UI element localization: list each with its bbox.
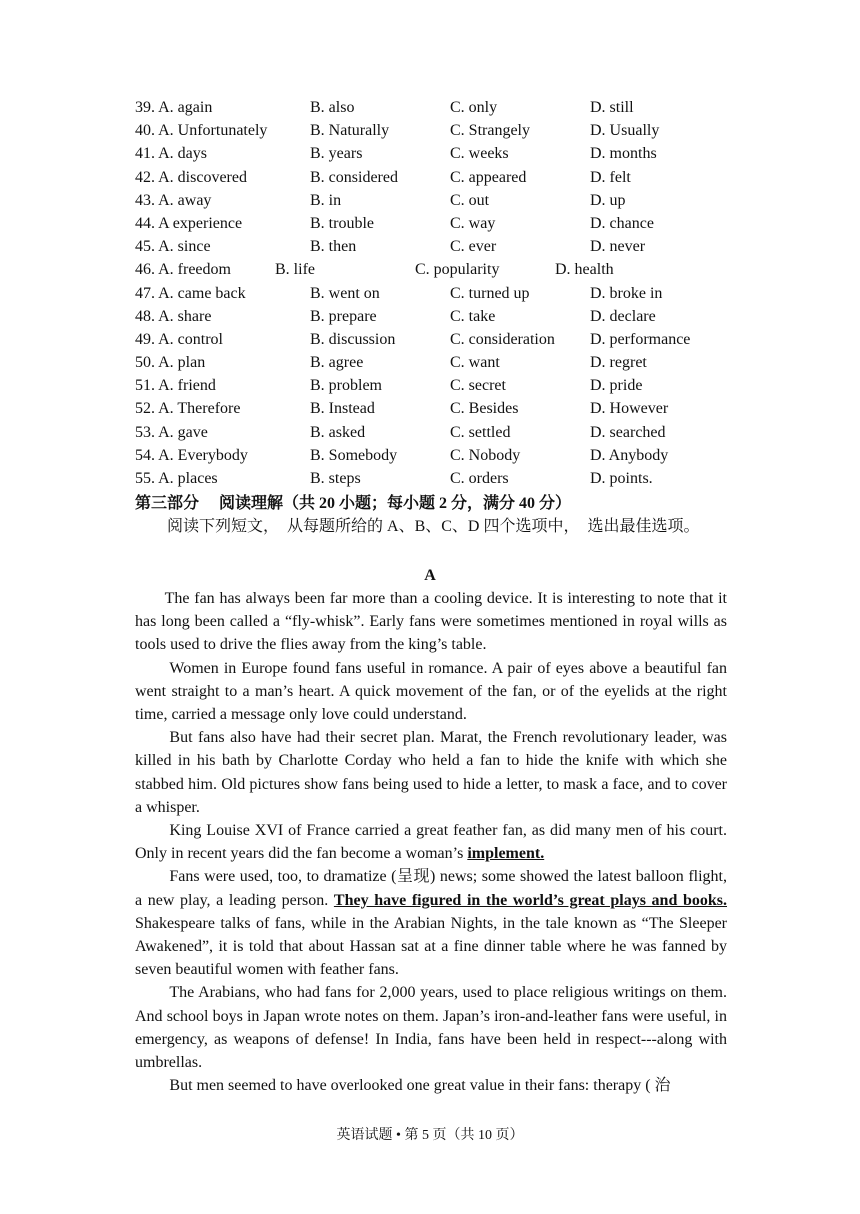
option-d: D. Usually — [590, 122, 660, 140]
option-a: 46. A. freedom — [135, 261, 231, 279]
option-a: 40. A. Unfortunately — [135, 122, 268, 140]
option-row — [135, 142, 735, 165]
option-a: 41. A. days — [135, 145, 207, 163]
option-c: C. weeks — [450, 145, 509, 163]
paragraph-4 — [135, 819, 727, 865]
option-c: C. popularity — [415, 261, 500, 279]
paragraph-5-rest: Shakespeare talks of fans, while in the Arabian Nights, in the tale known as “The Sleeper Awakened”, it is told that about Hassan sat at a fine dinner table where he was fanned by seven beautiful women with feather fans. — [135, 914, 727, 979]
option-a: 54. A. Everybody — [135, 446, 248, 464]
option-a: 48. A. share — [135, 307, 212, 325]
option-c: C. want — [450, 354, 500, 372]
option-c: C. turned up — [450, 284, 530, 302]
option-row — [135, 189, 735, 212]
option-d: D. Anybody — [590, 446, 669, 464]
option-b: B. Instead — [310, 400, 375, 418]
option-b: B. discussion — [310, 330, 396, 348]
option-d: D. points. — [590, 470, 653, 487]
option-row — [135, 258, 735, 281]
instruction-part-c: 选出最佳选项。 — [587, 518, 700, 535]
option-a: 55. A. places — [135, 470, 218, 487]
option-d: D. months — [590, 145, 657, 163]
option-c: C. Strangely — [450, 122, 530, 140]
option-b: B. steps — [310, 470, 361, 487]
option-row — [135, 282, 735, 305]
option-row — [135, 119, 735, 142]
paragraph-6: The Arabians, who had fans for 2,000 years, used to place religious writings on them. And school boys in Japan wrote notes on them. Japan’s iron-and-leather fans were useful, in emergency, as weapons of defense! In India, fans have been held in respect---along with umbrellas. — [135, 984, 727, 1072]
underlined-sentence: They have figured in the world’s great plays and books. — [333, 891, 728, 909]
option-a: 49. A. control — [135, 330, 223, 348]
paragraph-5-text: Fans were used, too, to dramatize (呈现) news; some showed the latest balloon flight, a new play, a leading person. — [135, 868, 727, 909]
paragraph-2: Women in Europe found fans useful in romance. A pair of eyes above a beautiful fan went straight to a man’s heart. A quick movement of the fan, or of the eyelids at the right time, carried a message only love could understand. — [135, 659, 727, 724]
section-title: 阅读理解（共 20 小题；每小题 2 分，满分 40 分） — [219, 495, 572, 512]
option-b: B. then — [310, 238, 357, 256]
option-d: D. chance — [590, 214, 654, 232]
option-d: D. health — [555, 261, 614, 279]
option-d: D. performance — [590, 330, 691, 348]
option-d: D. declare — [590, 307, 656, 325]
option-a: 45. A. since — [135, 238, 211, 256]
option-row — [135, 444, 735, 467]
option-c: C. settled — [450, 423, 511, 441]
option-c: C. orders — [450, 470, 509, 487]
section-heading — [135, 492, 735, 516]
option-d: D. However — [590, 400, 669, 418]
option-c: C. Nobody — [450, 446, 521, 464]
option-row — [135, 397, 735, 420]
option-a: 43. A. away — [135, 191, 212, 209]
option-b: B. life — [275, 261, 315, 279]
option-d: D. still — [590, 99, 634, 116]
option-b: B. asked — [310, 423, 366, 441]
section-instruction — [135, 515, 727, 539]
option-d: D. regret — [590, 354, 647, 372]
option-b: B. trouble — [310, 214, 374, 232]
option-d: D. never — [590, 238, 646, 256]
option-b: B. also — [310, 99, 355, 116]
option-d: D. broke in — [590, 284, 663, 302]
option-b: B. problem — [310, 377, 382, 395]
page-footer: 英语试题 • 第 5 页（共 10 页） — [336, 1128, 524, 1143]
option-a: 47. A. came back — [135, 284, 246, 302]
option-row — [135, 212, 735, 235]
option-a: 50. A. plan — [135, 354, 206, 372]
option-b: B. Somebody — [310, 446, 398, 464]
option-row — [135, 96, 735, 119]
option-row — [135, 374, 735, 397]
option-c: C. out — [450, 191, 490, 209]
answer-options — [135, 96, 735, 490]
instruction-part-b: 从每题所给的 A、B、C、D 四个选项中， — [287, 518, 580, 535]
option-c: C. only — [450, 99, 498, 116]
option-row — [135, 421, 735, 444]
paragraph-5 — [135, 865, 727, 981]
option-c: C. take — [450, 307, 496, 325]
section-part: 第三部分 — [135, 495, 200, 512]
option-b: B. Naturally — [310, 122, 390, 140]
option-c: C. Besides — [450, 400, 519, 418]
option-a: 52. A. Therefore — [135, 400, 241, 418]
option-row — [135, 166, 735, 189]
paragraph-7: But men seemed to have overlooked one great value in their fans: therapy ( 治 — [169, 1077, 671, 1095]
option-d: D. pride — [590, 377, 643, 395]
option-c: C. appeared — [450, 168, 527, 186]
option-d: D. up — [590, 191, 626, 209]
option-b: B. considered — [310, 168, 398, 186]
option-b: B. years — [310, 145, 363, 163]
option-row — [135, 328, 735, 351]
option-d: D. searched — [590, 423, 666, 441]
option-row — [135, 235, 735, 258]
paragraph-3: But fans also have had their secret plan. Marat, the French revolutionary leader, was killed in his bath by Charlotte Corday who held a fan to hide the knife with which she stabbed him. Old pictures show fans being used to hide a letter, to mask a face, and to cover a whisper. — [135, 729, 727, 816]
option-b: B. prepare — [310, 307, 377, 325]
option-a: 51. A. friend — [135, 377, 216, 395]
option-d: D. felt — [590, 168, 631, 186]
option-a: 39. A. again — [135, 99, 213, 116]
passage-body — [135, 587, 727, 1097]
option-c: C. secret — [450, 377, 506, 395]
option-c: C. ever — [450, 238, 497, 256]
option-a: 44. A experience — [135, 214, 243, 232]
paragraph-4-text: King Louise XVI of France carried a great feather fan, as did many men of his court. Only in recent years did the fan become a woman’s — [135, 822, 727, 863]
option-row — [135, 305, 735, 328]
passage-title: A — [424, 567, 436, 584]
underlined-word: implement. — [467, 845, 545, 863]
option-b: B. agree — [310, 354, 364, 372]
option-b: B. went on — [310, 284, 380, 302]
instruction-part-a: 阅读下列短文， — [167, 518, 280, 535]
option-a: 42. A. discovered — [135, 168, 247, 186]
option-row — [135, 467, 735, 490]
option-c: C. way — [450, 214, 496, 232]
option-a: 53. A. gave — [135, 423, 208, 441]
option-row — [135, 351, 735, 374]
option-c: C. consideration — [450, 330, 555, 348]
paragraph-1: The fan has always been far more than a cooling device. It is interesting to note that it has long been called a “fly-whisk”. Early fans were sometimes mentioned in royal wills as tools used to drive the flies away from the king’s table. — [135, 590, 727, 654]
option-b: B. in — [310, 191, 342, 209]
